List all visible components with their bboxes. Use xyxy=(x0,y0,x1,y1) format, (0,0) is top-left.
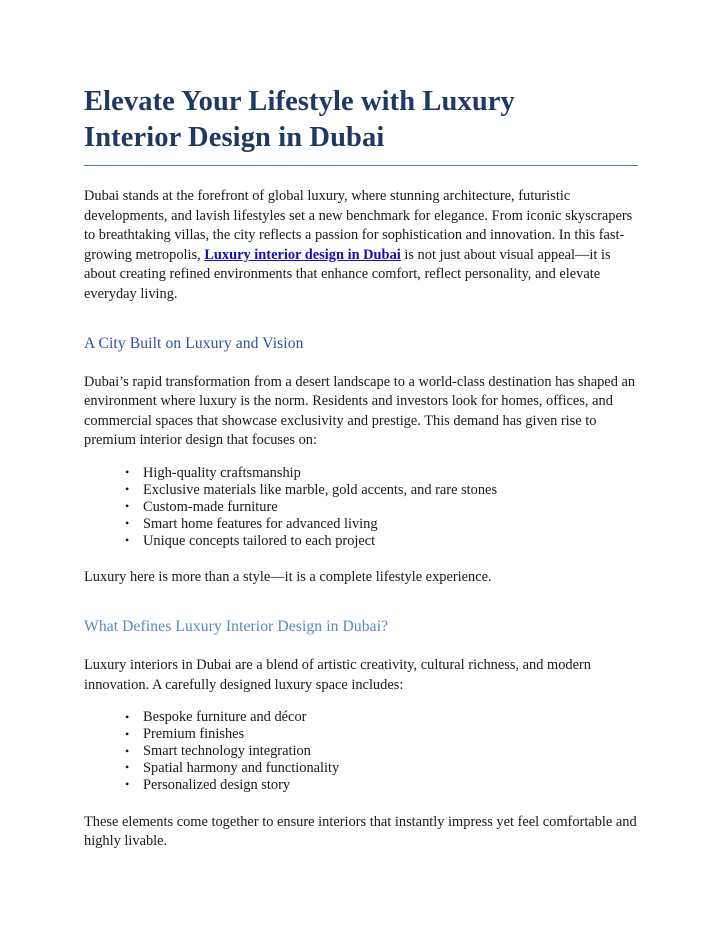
list-item: • Smart home features for advanced living xyxy=(125,516,638,532)
list-item: • Premium finishes xyxy=(125,726,638,742)
section-heading-what-defines-luxury: What Defines Luxury Interior Design in Dubai? xyxy=(84,618,389,636)
spacer xyxy=(84,305,638,334)
list-item: • Exclusive materials like marble, gold accents, and rare stones xyxy=(125,482,638,498)
list-item: • Unique concepts tailored to each project xyxy=(125,533,638,549)
intro-paragraph xyxy=(84,187,638,305)
title-divider xyxy=(84,165,638,166)
section-heading-city-built-on-luxury: A City Built on Luxury and Vision xyxy=(84,334,304,352)
document-content xyxy=(84,84,638,852)
list-item: • Custom-made furniture xyxy=(125,499,638,515)
list-item: • High-quality craftsmanship xyxy=(125,465,638,481)
intro-text-after-link: is not just about visual appeal—it is about creating refined environments that enhance comfort, reflect personality, and elevate everyday living. xyxy=(84,246,611,302)
list-item: • Spatial harmony and functionality xyxy=(125,760,638,776)
spacer xyxy=(84,588,638,617)
list-item: • Personalized design story xyxy=(125,777,638,793)
spacer xyxy=(84,637,638,656)
section-1-paragraph: Dubai’s rapid transformation from a desert landscape to a world-class destination has shaped an environment where luxury is the norm. Residents and investors look for homes, offices, and commercial spaces that showcase exclusivity and prestige. This demand has given rise to premium interior design that focuses on: xyxy=(84,373,636,449)
page-title: Elevate Your Lifestyle with Luxury Interior Design in Dubai xyxy=(84,86,515,153)
section-2-bullet-list xyxy=(84,709,638,793)
spacer xyxy=(84,794,638,813)
intro-text-before-link: Dubai stands at the forefront of global luxury, where stunning architecture, futuristic developments, and lavish lifestyles set a new benchmark for elegance. From iconic skyscrapers to breathtaking villas, the city reflects a passion for sophistication and innovation. In this fast-growing metropolis, xyxy=(84,188,633,263)
list-item: • Bespoke furniture and décor xyxy=(125,709,638,725)
spacer xyxy=(84,695,638,709)
section-1-bullet-list xyxy=(84,465,638,549)
spacer xyxy=(84,451,638,465)
luxury-interior-design-link[interactable]: Luxury interior design in Dubai xyxy=(204,246,401,263)
section-1-closing-paragraph: Luxury here is more than a style—it is a complete lifestyle experience. xyxy=(84,569,492,586)
spacer xyxy=(84,354,638,373)
list-item: • Smart technology integration xyxy=(125,743,638,759)
section-2-paragraph: Luxury interiors in Dubai are a blend of artistic creativity, cultural richness, and modern innovation. A carefully designed luxury space includes: xyxy=(84,657,591,693)
section-2-closing-paragraph: These elements come together to ensure interiors that instantly impress yet feel comfortable and highly livable. xyxy=(84,813,637,850)
spacer xyxy=(84,549,638,568)
